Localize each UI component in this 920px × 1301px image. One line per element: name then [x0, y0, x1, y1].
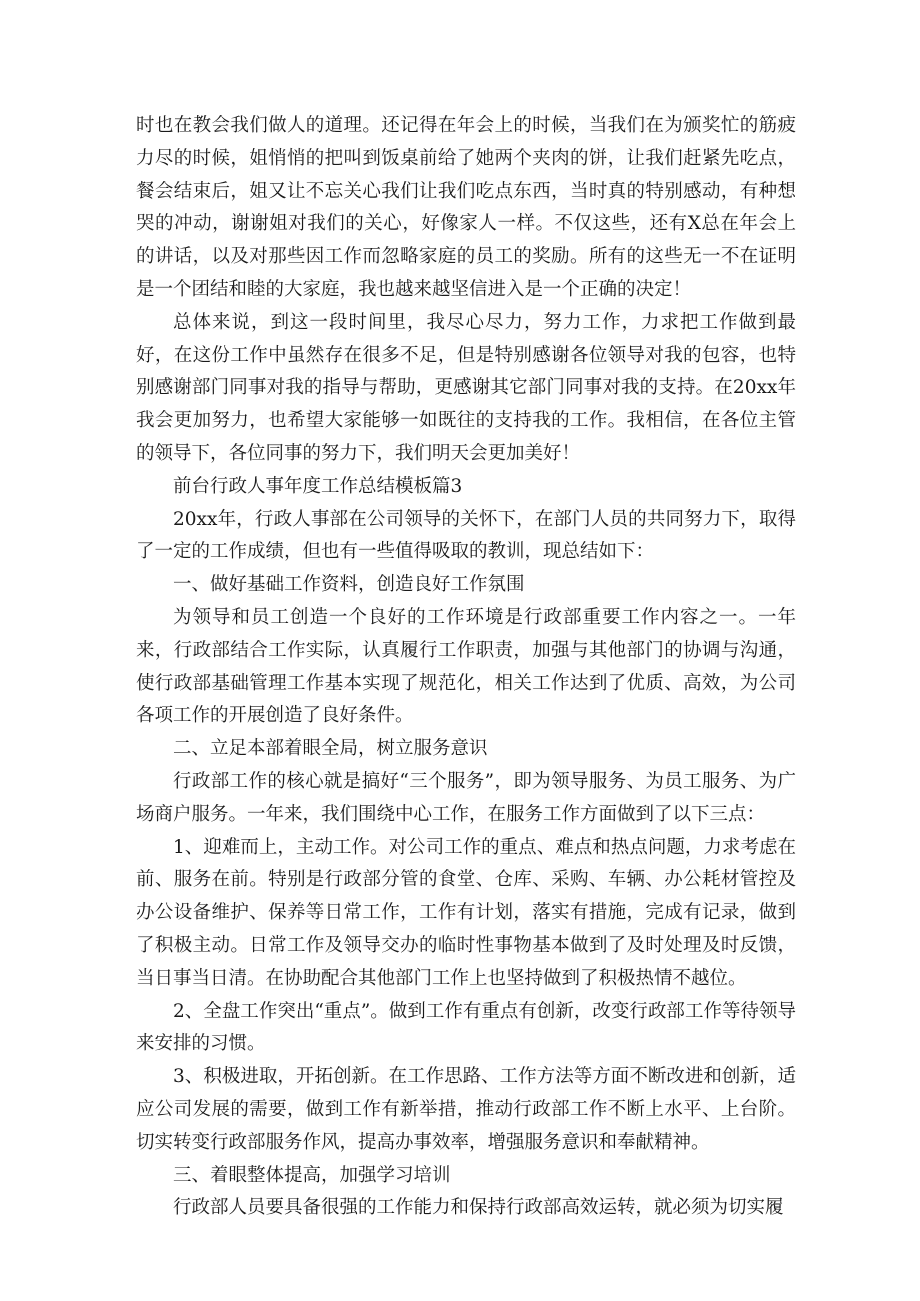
section-title: 前台行政人事年度工作总结模板篇3 — [173, 475, 463, 497]
list-item-3: 3、积极进取，开拓创新。在工作思路、工作方法等方面不断改进和创新，适应公司发展的需要，做到工作有新举措，推动行政部工作不断上水平、上台阶。切实转变行政部服务作风，提高办事效率，增强服务意识和奉献精神。 — [136, 1066, 796, 1153]
paragraph-2: 总体来说，到这一段时间里，我尽心尽力，努力工作，力求把工作做到最好，在这份工作中虽然存在很多不足，但是特别感谢各位领导对我的包容，也特别感谢部门同事对我的指导与帮助，更感谢其它部门同事对我的支持。在20xx年我会更加努力，也希望大家能够一如既往的支持我的工作。我相信，在各位主管的领导下，各位同事的努力下，我们明天会更加美好！ — [136, 311, 796, 464]
paragraph-intro: 20xx年，行政人事部在公司领导的关怀下，在部门人员的共同努力下，取得了一定的工作成绩，但也有一些值得吸取的教训，现总结如下： — [136, 508, 796, 563]
list-item-2: 2、全盘工作突出“重点”。做到工作有重点有创新，改变行政部工作等待领导来安排的习惯。 — [136, 1000, 796, 1055]
paragraph-1: 时也在教会我们做人的道理。还记得在年会上的时候，当我们在为颁奖忙的筋疲力尽的时候，姐悄悄的把叫到饭桌前给了她两个夹肉的饼，让我们赶紧先吃点，餐会结束后，姐又让不忘关心我们让我们吃点东西，当时真的特别感动，有种想哭的冲动，谢谢姐对我们的关心，好像家人一样。不仅这些，还有X总在年会上的讲话，以及对那些因工作而忽略家庭的员工的奖励。所有的这些无一不在证明是一个团结和睦的大家庭，我也越来越坚信进入是一个正确的决定！ — [136, 115, 796, 300]
heading-section-1: 一、做好基础工作资料，创造良好工作氛围 — [173, 574, 525, 596]
list-item-1: 1、迎难而上，主动工作。对公司工作的重点、难点和热点问题，力求考虑在前、服务在前。特别是行政部分管的食堂、仓库、采购、车辆、办公耗材管控及办公设备维护、保养等日常工作，工作有计划，落实有措施，完成有记录，做到了积极主动。日常工作及领导交办的临时性事物基本做到了及时处理及时反馈，当日事当日清。在协助配合其他部门工作上也坚持做到了积极热情不越位。 — [136, 836, 796, 989]
paragraph-section-2: 行政部工作的核心就是搞好“三个服务”，即为领导服务、为员工服务、为广场商户服务。一年来，我们围绕中心工作，在服务工作方面做到了以下三点： — [136, 770, 796, 825]
paragraph-section-1: 为领导和员工创造一个良好的工作环境是行政部重要工作内容之一。一年来，行政部结合工作实际，认真履行工作职责，加强与其他部门的协调与沟通，使行政部基础管理工作基本实现了规范化，相关工作达到了优质、高效，为公司各项工作的开展创造了良好条件。 — [136, 606, 796, 727]
heading-section-3: 三、着眼整体提高，加强学习培训 — [173, 1164, 451, 1186]
paragraph-section-3: 行政部人员要具备很强的工作能力和保持行政部高效运转，就必须为切实履 — [173, 1197, 784, 1219]
document-body — [136, 110, 796, 1225]
heading-section-2: 二、立足本部着眼全局，树立服务意识 — [173, 738, 488, 760]
